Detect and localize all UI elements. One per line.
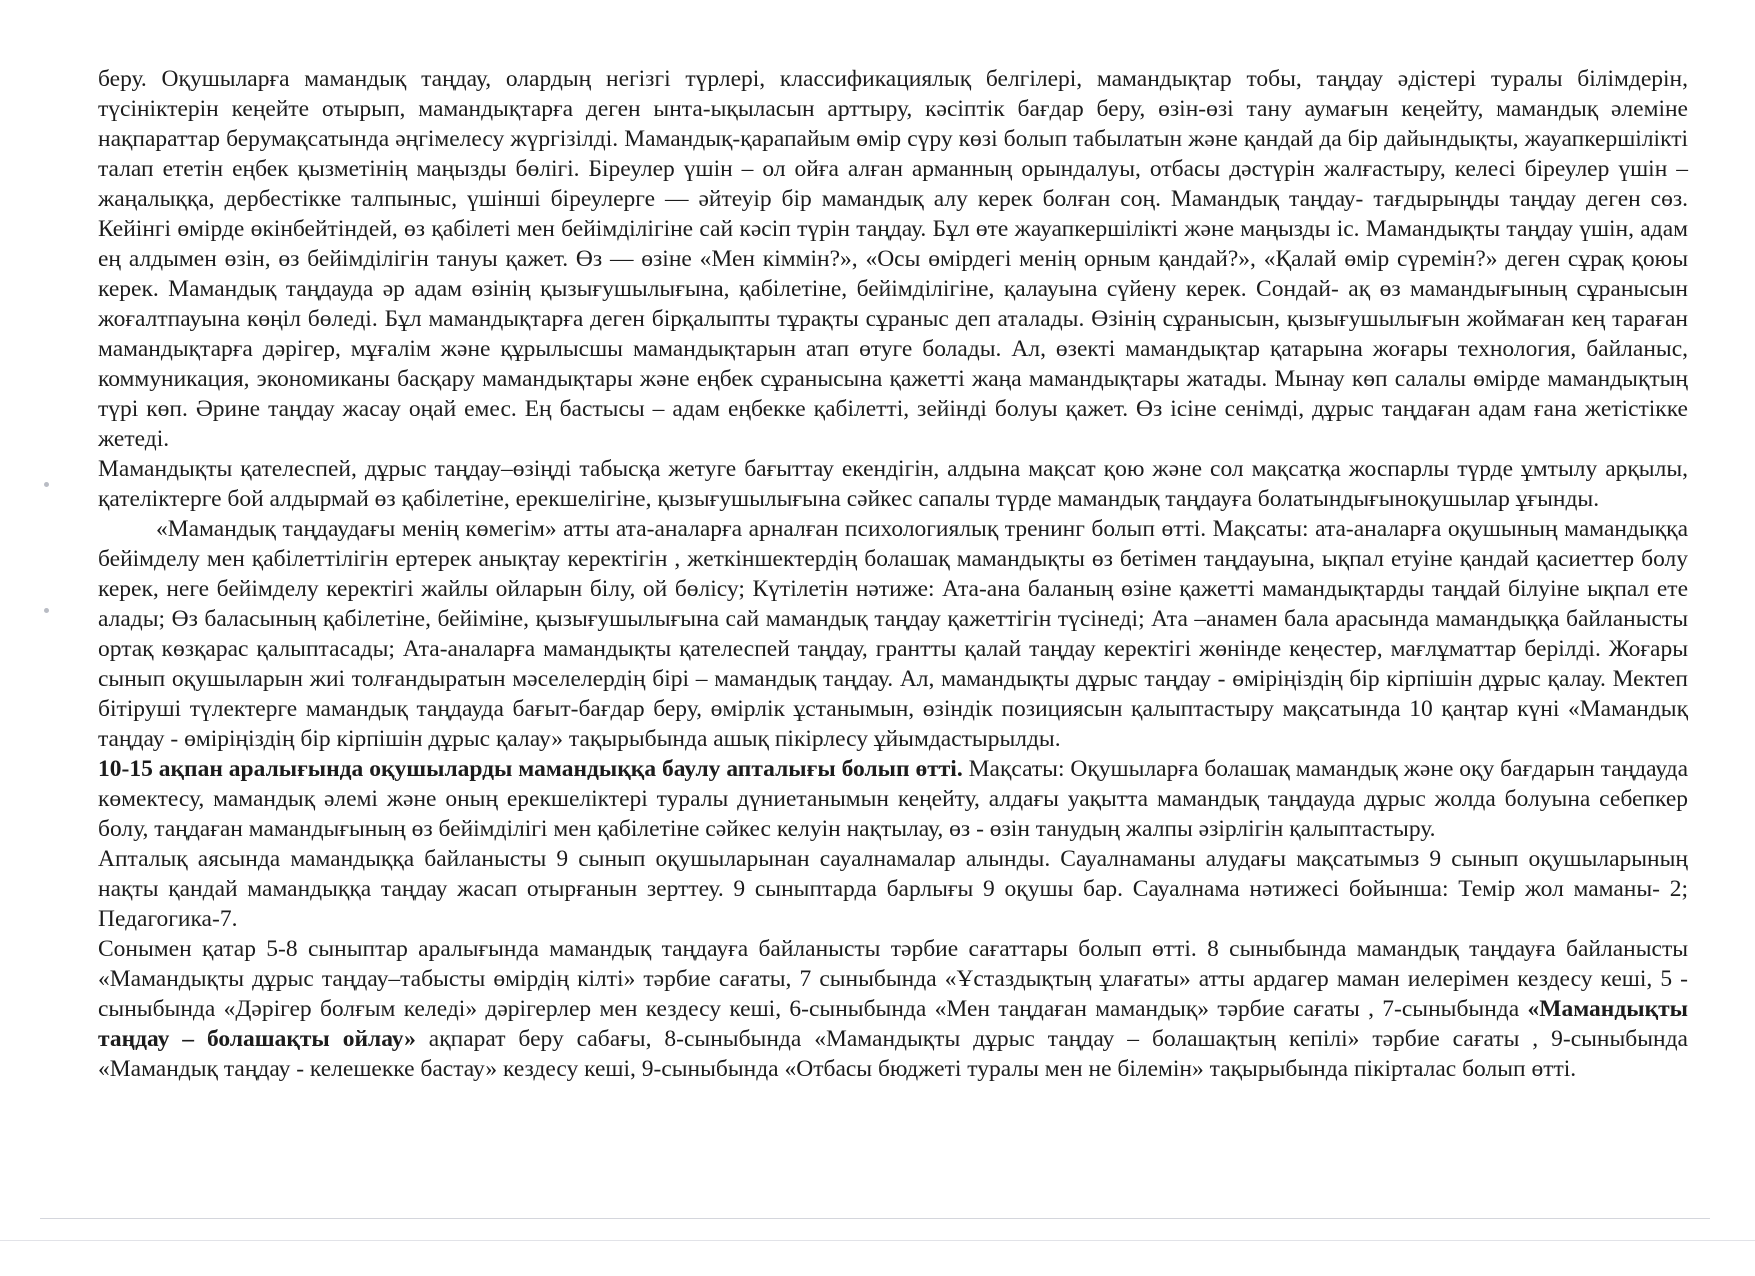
class-hours-text-a: Сонымен қатар 5-8 сыныптар аралығында мамандық таңдауға байланысты тәрбие сағаттары болып өтті. 8 сыныбында мамандық таңдауға байланысты «Мамандықты дұрыс таңдау–табысты өмірдің кілті» тәрбие сағаты, 7 сыныбында «Ұстаздықтың ұлағаты» атты ардагер маман иелерімен кездесу кеші, 5 - сыныбында «Дәрігер болғым келеді» дәрігерлер мен кездесу кеші, 6-сыныбында «Мен таңдаған мамандық» тәрбие сағаты , 7-сыныбында [98, 936, 1688, 1022]
scan-dot [44, 608, 49, 613]
class-hours-bold-title: «Мамандықты таңдау – болашақты ойлау» [98, 996, 1688, 1052]
paragraph-career-choice: беру. Оқушыларға мамандық таңдау, олардың негізгі түрлері, классификациялық белгілері, мамандықтар тобы, таңдау әдістері туралы білімдерін, түсініктерін кеңейте отырып, мамандықтарға деген ынта-ықыласын арттыру, кәсіптік бағдар беру, өзін-өзі тану аумағын кеңейту, мамандық әлеміне нақпараттар берумақсатында әңгімелесу жүргізілді. Мамандық-қарапайым өмір сүру көзі болып табылатын және қандай да бір дайындықты, жауапкершілікті талап ететін еңбек қызметінің маңызды бөлігі. Біреулер үшін – ол ойға алған арманның орындалуы, отбасы дәстүрін жалғастыру, келесі біреулер үшін – жаңалыққа, дербестікке талпыныс, үшінші біреулерге — әйтеуір бір мамандық алу керек болған соң. Мамандық таңдау- тағдырыңды таңдау деген сөз. Кейінгі өмірде өкінбейтіндей, өз қабілеті мен бейімділігіне сай кәсіп түрін таңдау. Бұл өте жауапкершілікті және маңызды іс. Мамандықты таңдау үшін, адам ең алдымен өзін, өз бейімділігін тануы қажет. Өз — өзіне «Мен кіммін?», «Осы өмірдегі менің орным қандай?», «Қалай өмір сүремін?» деген сұрақ қоюы керек. Мамандық таңдауда әр адам өзінің қызығушылығына, қабілетіне, бейімділігіне, қалауына сүйену керек. Сондай- ақ өз мамандығының сұранысын жоғалтпауына көңіл бөледі. Бұл мамандықтарға деген бірқалыпты тұрақты сұраныс деп аталады. Өзінің сұранысын, қызығушылығын жоймаған кең тараған мамандықтарға дәрігер, мұғалім және құрылысшы мамандықтарын атап өтуге болады. Ал, өзекті мамандықтар қатарына жоғары технология, байланыс, коммуникация, экономиканы басқару мамандықтары және еңбек сұранысына қажетті жаңа мамандықтары жатады. Мынау көп салалы өмірде мамандықтың түрі көп. Әрине таңдау жасау оңай емес. Ең бастысы – адам еңбекке қабілетті, зейінді болуы қажет. Өз ісіне сенімді, дұрыс таңдаған адам ғана жетістікке жетеді. [98, 66, 1688, 452]
paragraph-class-hours [98, 934, 1688, 1084]
career-week-heading: 10-15 ақпан аралығында оқушыларды мамандыққа баулу апталығы болып өтті. [98, 756, 963, 782]
scan-dot [44, 482, 49, 487]
document-body [98, 64, 1688, 1084]
career-week-text: Мақсаты: Оқушыларға болашақ мамандық және оқу бағдарын таңдауда көмектесу, мамандық әлемі және оның ерекшеліктері туралы дүниетанымын кеңейту, алдағы уақытта мамандық таңдауда дұрыс жолда болуына себепкер болу, таңдаған мамандығының өз бейімділігі мен қабілетіне сәйкес келуін нақтылау, өз - өзін танудың жалпы әзірлігін қалыптастыру. [98, 756, 1688, 842]
paragraph-survey: Апталық аясында мамандыққа байланысты 9 сынып оқушыларынан сауалнамалар алынды. Сауалнаманы алудағы мақсатымыз 9 сынып оқушыларының нақты қандай мамандыққа таңдау жасап отырғанын зерттеу. 9 сыныптарда барлығы 9 оқушы бар. Сауалнама нәтижесі бойынша: Темір жол маманы- 2; Педагогика-7. [98, 846, 1688, 932]
paragraph-career-week [98, 754, 1688, 844]
class-hours-text-b: ақпарат беру сабағы, 8-сыныбында «Мамандықты дұрыс таңдау – болашақтың кепілі» тәрбие сағаты , 9-сыныбында «Мамандық таңдау - келешекке бастау» кездесу кеші, 9-сыныбында «Отбасы бюджеті туралы мен не білемін» тақырыбында пікірталас болып өтті. [98, 1026, 1688, 1082]
paragraph-students-understood: Мамандықты қателеспей, дұрыс таңдау–өзіңді табысқа жетуге бағыттау екендігін, алдына мақсат қою және сол мақсатқа жоспарлы түрде ұмтылу арқылы, қателіктерге бой алдырмай өз қабілетіне, ерекшелігіне, қызығушылығына сәйкес сапалы түрде мамандық таңдауға болатындығыноқушылар ұғынды. [98, 456, 1688, 512]
paragraph-parents-training: «Мамандық таңдаудағы менің көмегім» атты ата-аналарға арналған психологиялық тренинг болып өтті. Мақсаты: ата-аналарға оқушының мамандыққа бейімделу мен қабілеттілігін ертерек анықтау керектігін , жеткіншектердің болашақ мамандықты өз бетімен таңдауына, ықпал етуіне қандай қасиеттер болу керек, неге бейімделу керектігі жайлы ойларын білу, ой бөлісу; Күтілетін нәтиже: Ата-ана баланың өзіне қажетті мамандықтарды таңдай білуіне ықпал ете алады; Өз баласының қабілетіне, бейіміне, қызығушылығына сай мамандық таңдау қажеттігін түсінеді; Ата –анамен бала арасында мамандыққа байланысты ортақ көзқарас қалыптасады; Ата-аналарға мамандықты қателеспей таңдау, грантты қалай таңдау керектігі жөнінде кеңестер, мағлұматтар берілді. Жоғары сынып оқушыларын жиі толғандыратын мәселелердің бірі – мамандық таңдау. Ал, мамандықты дұрыс таңдау - өміріңіздің бір кірпішін дұрыс қалау. Мектеп бітіруші түлектерге мамандық таңдауда бағыт-бағдар беру, өмірлік ұстанымын, өзіндік позициясын қалыптастыру мақсатында 10 қаңтар күні «Мамандық таңдау - өміріңіздің бір кірпішін дұрыс қалау» тақырыбында ашық пікірлесу ұйымдастырылды. [98, 516, 1688, 752]
scan-line [40, 1218, 1710, 1219]
scan-line [0, 1240, 1755, 1241]
